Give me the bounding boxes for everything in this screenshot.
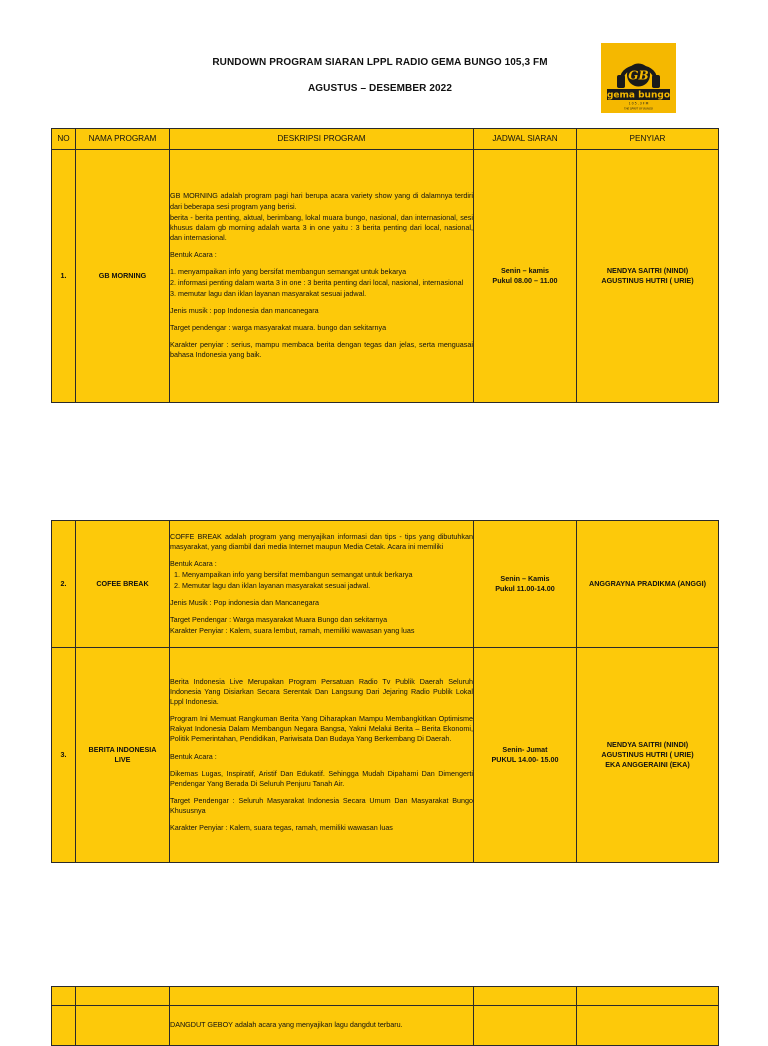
- desc-paragraph: 3. memutar lagu dan iklan layanan masyarakat sesuai jadwal.: [170, 289, 367, 299]
- table-row: [52, 521, 719, 648]
- desc-paragraph: Karakter Penyiar : Kalem, suara tegas, ramah, memiliki wawasan luas: [170, 822, 393, 832]
- desc-paragraph: berita - berita penting, aktual, berimbang, lokal muara bungo, nasional, dan internasional, sesi khusus dalam gb morning adalah warta 3 in one yaitu : 3 berita penting dari local, nasional, dan internasional.: [170, 212, 473, 242]
- program-table-2: [51, 520, 719, 863]
- desc-paragraph: GB MORNING adalah program pagi hari berupa acara variety show yang di dalamnya terdiri dari beberapa sesi program yang berisi.: [170, 191, 473, 211]
- col-header-schedule: JADWAL SIARAN: [474, 129, 577, 150]
- program-no: 3.: [52, 648, 76, 863]
- program-description: [170, 521, 474, 648]
- program-hosts: [577, 150, 719, 403]
- table-cell: [170, 987, 474, 1006]
- desc-paragraph: 1. menyampaikan info yang bersifat membangun semangat untuk bekarya: [170, 266, 407, 276]
- table-cell: [577, 1006, 719, 1046]
- gema-bungo-logo: [601, 43, 676, 113]
- desc-paragraph: 2. Memutar lagu dan iklan layanan masyarakat sesuai jadwal.: [174, 581, 371, 590]
- schedule-days: Senin – Kamis: [500, 573, 550, 583]
- desc-paragraph: Bentuk Acara :: [170, 751, 217, 761]
- host-name: NENDYA SAITRI (NINDI): [606, 739, 689, 749]
- program-no: 2.: [52, 521, 76, 648]
- col-header-no: NO: [52, 129, 76, 150]
- table-cell: [52, 987, 76, 1006]
- desc-paragraph: Karakter Penyiar : Kalem, suara lembut, ramah, memiliki wawasan yang luas: [170, 626, 415, 636]
- schedule-days: Senin – kamis: [501, 265, 549, 275]
- svg-text:THE SPIRIT OF BUNGO: THE SPIRIT OF BUNGO: [624, 107, 653, 111]
- host-name: AGUSTINUS HUTRI ( URIE): [601, 276, 694, 285]
- program-schedule: [474, 521, 577, 648]
- col-header-name: NAMA PROGRAM: [76, 129, 170, 150]
- radio-logo-icon: [601, 43, 676, 113]
- program-description: [170, 150, 474, 403]
- document-period: AGUSTUS – DESEMBER 2022: [307, 83, 452, 94]
- document-title: RUNDOWN PROGRAM SIARAN LPPL RADIO GEMA BUNGO 105,3 FM: [212, 57, 548, 68]
- schedule-time: Pukul 11.00-14.00: [495, 584, 555, 593]
- col-header-desc: DESKRIPSI PROGRAM: [170, 129, 474, 150]
- table-row: [52, 648, 719, 863]
- table-cell: [76, 987, 170, 1006]
- table-cell: [474, 987, 577, 1006]
- desc-paragraph: Dikemas Lugas, Inspiratif, Aristif Dan Edukatif. Sehingga Mudah Dipahami Dan Dimengerti Pendengar Yang Berada Di Seluruh Penjuru Tanah Air.: [170, 768, 473, 788]
- table-row: [52, 150, 719, 403]
- desc-paragraph: COFFE BREAK adalah program yang menyajikan informasi dan tips - tips yang dibutuhkan masyarakat, yang diambil dari media Internet maupun Media Cetak. Acara ini memiliki: [170, 531, 473, 551]
- desc-paragraph: 1. Menyampaikan info yang bersifat membangun semangat untuk berkarya: [174, 569, 413, 579]
- program-name: [76, 648, 170, 863]
- table-cell: [577, 987, 719, 1006]
- table-header-row: [52, 129, 719, 150]
- table-cell: [474, 1006, 577, 1046]
- program-description: [170, 648, 474, 863]
- program-schedule: [474, 648, 577, 863]
- svg-text:1 0 5 . 3 F M: 1 0 5 . 3 F M: [628, 101, 649, 106]
- program-schedule: [474, 150, 577, 403]
- desc-paragraph: Target Pendengar : Warga masyarakat Muara Bungo dan sekitarnya: [170, 615, 388, 625]
- program-table-3: [51, 986, 719, 1046]
- schedule-days: Senin- Jumat: [502, 744, 548, 754]
- schedule-time: PUKUL 14.00- 15.00: [491, 755, 559, 764]
- col-header-host: PENYIAR: [577, 129, 719, 150]
- host-name: AGUSTINUS HUTRI ( URIE): [601, 749, 694, 759]
- program-no: 1.: [52, 150, 76, 403]
- program-name: GB MORNING: [76, 150, 170, 403]
- table-row: [52, 1006, 719, 1046]
- host-name: NENDYA SAITRI (NINDI): [606, 265, 689, 275]
- desc-paragraph: 2. informasi penting dalam warta 3 in one : 3 berita penting dari local, nasional, internasional: [170, 278, 464, 288]
- program-hosts: [577, 521, 719, 648]
- desc-paragraph: Jenis Musik : Pop indonesia dan Mancanegara: [170, 598, 320, 608]
- host-name: ANGGRAYNA PRADIKMA (ANGGI): [589, 578, 706, 588]
- program-name-line: LIVE: [114, 755, 131, 764]
- desc-paragraph: DANGDUT GEBOY adalah acara yang menyajikan lagu dangdut terbaru.: [170, 1020, 403, 1030]
- table-cell: [52, 1006, 76, 1046]
- desc-paragraph: Karakter penyiar : serius, mampu membaca berita dengan tegas dan jelas, serta menguasai bahasa Indonesia yang baik.: [170, 340, 473, 360]
- program-description: [170, 1006, 474, 1046]
- table-row: [52, 987, 719, 1006]
- desc-paragraph: Target Pendengar : Seluruh Masyarakat Indonesia Secara Umum Dan Masyarakat Bungo Khususnya: [170, 795, 473, 815]
- desc-paragraph: Target pendengar : warga masyarakat muara. bungo dan sekitarnya: [170, 323, 387, 333]
- table-cell: [76, 1006, 170, 1046]
- program-hosts: [577, 648, 719, 863]
- program-name-line: BERITA INDONESIA: [88, 744, 157, 754]
- svg-text:GB: GB: [628, 68, 649, 83]
- host-name: EKA ANGGERAINI (EKA): [605, 760, 690, 770]
- svg-text:gema bungo: gema bungo: [606, 90, 671, 101]
- desc-paragraph: Berita Indonesia Live Merupakan Program Persatuan Radio Tv Publik Daerah Seluruh Indonesia Yang Disiarkan Secara Serentak Dan Langsung Dari Jejaring Radio Publik Lokal Lppl Indonesia.: [170, 677, 473, 707]
- desc-paragraph: Jenis musik : pop Indonesia dan mancanegara: [170, 306, 319, 316]
- desc-paragraph: Bentuk Acara :: [170, 249, 217, 259]
- schedule-time: Pukul 08.00 – 11.00: [492, 276, 558, 285]
- program-table-1: [51, 128, 719, 403]
- program-name: COFEE BREAK: [76, 521, 170, 648]
- desc-paragraph: Bentuk Acara :: [170, 558, 217, 568]
- desc-paragraph: Program Ini Memuat Rangkuman Berita Yang Diharapkan Mampu Membangkitkan Optimisme Rakyat Indonesia Dalam Membangun Negara Bangsa, Yakni Melalui Berita – Berita Ekonomi, Politik Pemerintahan, Pendidikan, Pariwisata Dan Budaya Yang Berkembang Di Daerah.: [170, 714, 473, 744]
